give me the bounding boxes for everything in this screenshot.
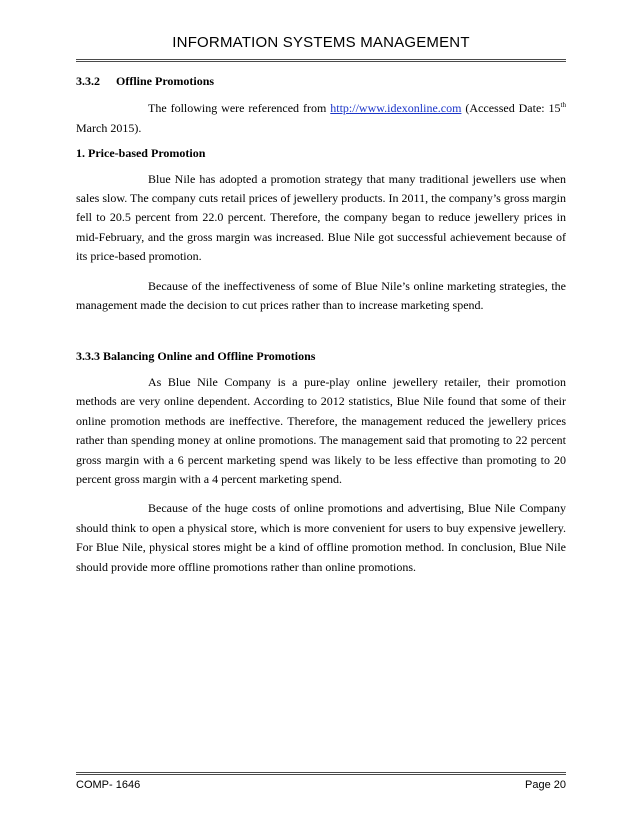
footer-course-code: COMP- 1646 (76, 779, 141, 791)
reference-date-superscript: th (560, 101, 566, 110)
document-body (76, 72, 566, 577)
reference-paragraph (76, 99, 566, 138)
header-divider (76, 59, 566, 62)
balancing-paragraph-1: As Blue Nile Company is a pure-play online jewellery retailer, their promotion methods are very online dependent. According to 2012 statistics, Blue Nile found that some of their online promotion methods are ineffective. Therefore, the management reduced the jewellery prices rather than spending money at online promotions. The management said that promoting to 22 percent gross margin with a 6 percent marketing spend was likely to be less effective than promoting to 20 percent gross margin with a 4 percent marketing spend. (76, 374, 566, 486)
section-3-3-2-heading (76, 72, 566, 91)
section-3-3-3-heading: 3.3.3 Balancing Online and Offline Promotions (76, 349, 316, 364)
balancing-paragraph-2: Because of the huge costs of online promotions and advertising, Blue Nile Company should think to open a physical store, which is more convenient for users to buy expensive jewellery. For Blue Nile, physical stores might be a kind of offline promotion method. In conclusion, Blue Nile should provide more offline promotions rather than online promotions. (76, 501, 566, 574)
price-based-paragraph-1: Blue Nile has adopted a promotion strategy that many traditional jewellers use when sales slow. The company cuts retail prices of jewellery products. In 2011, the company’s gross margin fell to 20.5 percent from 22.0 percent. Therefore, the company began to reduce jewellery prices in mid-February, and the gross margin was increased. Blue Nile got successful achievement because of its price-based promotion. (76, 171, 566, 264)
reference-link[interactable]: http://www.idexonline.com (330, 101, 462, 116)
footer-page-number: Page 20 (525, 779, 566, 791)
footer-divider (76, 772, 566, 775)
section-number: 3.3.2 (76, 74, 100, 88)
reference-text: The following were referenced from (148, 101, 331, 116)
reference-date-end: March 2015). (76, 120, 142, 135)
reference-date-text: (Accessed Date: 15 (461, 101, 561, 116)
section-title: Offline Promotions (116, 74, 215, 88)
page-header-title: INFORMATION SYSTEMS MANAGEMENT (172, 34, 470, 51)
price-based-promotion-heading: 1. Price-based Promotion (76, 146, 206, 161)
price-based-paragraph-2: Because of the ineffectiveness of some of Blue Nile’s online marketing strategies, the management made the decision to cut prices rather than to increase marketing spend. (76, 278, 566, 313)
